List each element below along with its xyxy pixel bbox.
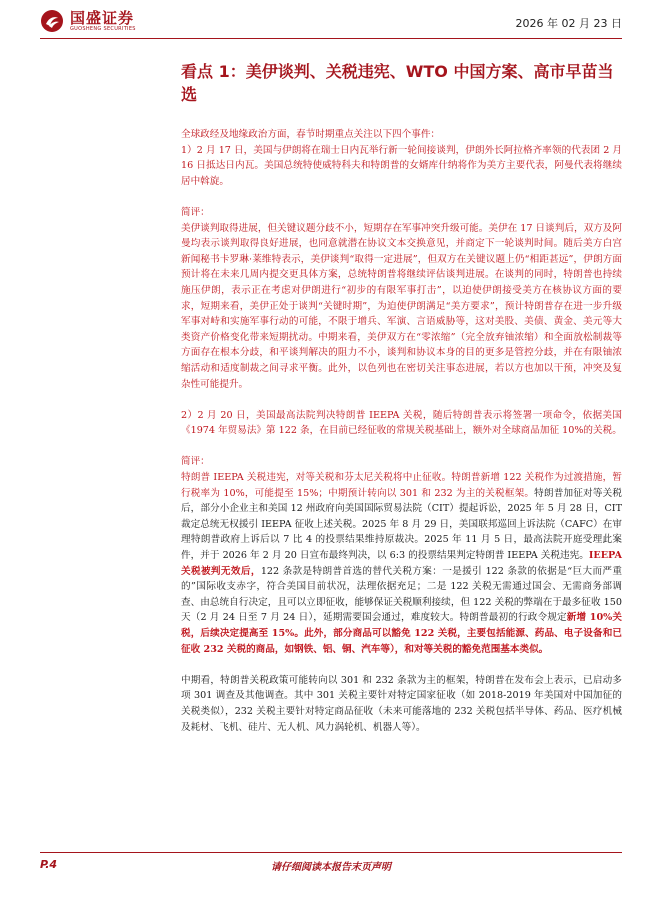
guosheng-logo-icon [40,9,64,33]
header-divider [40,38,622,39]
footer-disclaimer: 请仔细阅读本报告末页声明 [271,862,391,873]
comment-1-label: 简评： [181,206,210,218]
comment-1-paragraph [181,221,622,393]
page-header [0,0,662,40]
comment-2-legal-history: 特朗普加征对等关税后，部分小企业主和美国 12 州政府向美国国际贸易法院（CIT）提起诉讼，2025 年 5 月 28 日，CIT 裁定总统无权援引 IEEPA 征收上述关税。2025 年 8 月 29 日，美国联邦巡回上诉法院（CAFC）在审理特朗普政府上诉后以 7 比 4 的投票结果维持原裁决。2025 年 11 月 5 日，最高法院开庭受理此案件，并于 2026 年 2 月 20 日宣布最终判决，以 6:3 的投票结果判定特朗普 IEEPA 关税违宪。 [181,487,622,562]
comment-2-highlight-2: 新增 10%关税，后续决定提高至 15%。此外，部分商品可以豁免 122 关税，主要包括能源、药品、电子设备和已征收 232 关税的商品，如钢铁、铝、铜、汽车等），和对等关税的豁免范围基本类似。 [181,612,622,655]
brand-name-cn: 国盛证券 [70,8,135,27]
footer-divider [40,852,622,853]
brand-name-en: GUOSHENG SECURITIES [70,25,136,32]
comment-2-label: 简评： [181,456,210,468]
event-2-paragraph: 2）2 月 20 日，美国最高法院判决特朗普 IEEPA 关税，随后特朗普表示将签署一项命令，依据美国《1974 年贸易法》第 122 条，在目前已经征收的常规关税基础上，额外对全球商品加征 10%的关税。 [181,409,622,437]
intro-paragraph: 全球政经及地缘政治方面，春节时期重点关注以下四个事件： [181,129,441,140]
comment-2-paragraph [181,470,622,657]
comment-2-summary: 特朗普 IEEPA 关税违宪，对等关税和芬太尼关税将中止征收。特朗普新增 122 关税作为过渡措施，暂行税率为 10%，可能提至 15%；中期预计转向以 301 和 232 为主的关税框架。 [181,472,622,499]
event-1-paragraph: 1）2 月 17 日，美国与伊朗将在瑞士日内瓦举行新一轮间接谈判，伊朗外长阿拉格齐率领的代表团 2 月 16 日抵达日内瓦。美国总统特使威特科夫和特朗普的女婿库什纳将作为美方主要代表，阿曼代表将继续居中斡旋。 [181,144,622,187]
comment-2-highlight-1: IEEPA 关税被判无效后， [181,550,622,577]
midterm-paragraph: 中期看，特朗普关税政策可能转向以 301 和 232 条款为主的框架，特朗普在发布会上表示，已启动多项 301 调查及其他调查。其中 301 关税主要针对特定国家征收（如 2018-2019 年美国对中国加征的关税类似），232 关税主要针对特定商品征收（未来可能落地的 232 关税包括半导体、药品、医疗机械及耗材、飞机、硅片、无人机、风力涡轮机、机器人等）。 [181,674,622,733]
comment-1-text: 美伊谈判取得进展，但关键议题分歧不小，短期存在军事冲突升级可能。美伊在 17 日谈判后，双方及阿曼均表示谈判取得良好进展，也同意就潜在协议文本交换意见，并商定下一轮谈判时间。随后美方白宫新闻秘书卡罗琳·莱维特表示，美伊谈判“取得一定进展”，但双方在关键议题上仍“相距甚远”，伊朗方面预计将在未来几周内提交更具体方案，总统特朗普将继续评估谈判进展。在谈判的同时，特朗普也持续施压伊朗，表示正在考虑对伊朗进行“初步的有限军事打击”，以迫使伊朗接受美方在核协议方面的要求，短期来看，美伊正处于谈判“关键时期”，为迫使伊朗满足“美方要求”，预计特朗普存在进一步升级军事对峙和实施军事行动的可能，不限于增兵、军演、言语威胁等，这对美股、美债、黄金、美元等大类资产价格变化带来短期扰动。中期来看，美伊双方在“零浓缩”（完全放弃铀浓缩）和全面放松制裁等方面存在根本分歧，和平谈判解决的阻力不小，谈判和协议本身的目的更多是管控分歧，并在有限铀浓缩活动和适度制裁之间寻求平衡。此外，以色列也在密切关注事态进展，若以方也加以干预，冲突及复杂性可能提升。 [181,222,622,390]
brand-logo [40,8,136,34]
report-date: 2026 年 02 月 23 日 [515,17,622,30]
comment-2-section-122: 122 条款是特朗普首选的替代关税方案：一是援引 122 条款的依据是“巨大而严重的”国际收支赤字，符合美国目前状况，法理依据充足；二是 122 关税无需通过国会、无需商务部调查、由总统自行决定，且可以立即征收，能够保证关税顺利接续，但 122 关税的弊端在于最多征收 150 天（2 月 24 日至 7 月 24 日），延期需要国会通过，难度较大。特朗普最初的行政令规定 [181,565,622,624]
section-title: 看点 1：美伊谈判、关税违宪、WTO 中国方案、高市早苗当选 [181,62,614,104]
page-number: P.4 [40,858,58,871]
article-body [181,127,622,735]
